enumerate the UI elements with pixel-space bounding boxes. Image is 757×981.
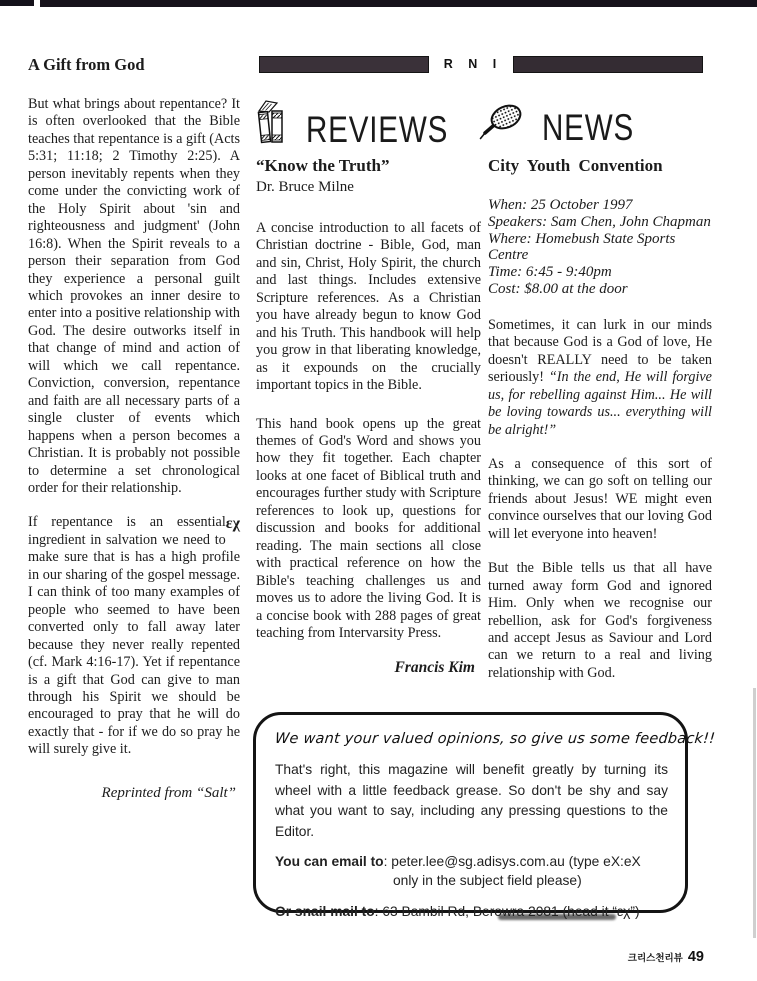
review-paragraph: A concise introduction to all facets of Christian doctrine - Bible, God, man and sin, Christ, Holy Spirit, the church and last things. Includes extensive Scripture references. As a Christian you have already begun to know God and his Truth. This handbook will help you grow in that liberating knowledge, as it expounds on the crucially important topics in the Bible. xyxy=(256,220,481,394)
page-number: 49 xyxy=(687,949,704,965)
left-article-title: A Gift from God xyxy=(28,55,145,74)
magazine-name: 크리스천리뷰 xyxy=(627,953,683,964)
snail-mail-label: Or snail mail to xyxy=(275,904,375,919)
reprint-attribution: Reprinted from “Salt” xyxy=(101,784,236,801)
epsilon-chi-endmark: εχ xyxy=(225,515,240,533)
scan-artifact-strip xyxy=(40,0,757,7)
feedback-email-line xyxy=(275,852,668,890)
rni-header-bar xyxy=(259,56,703,73)
review-book-title: “Know the Truth” xyxy=(256,156,390,175)
event-detail-cost: Cost: $8.00 at the door xyxy=(488,280,628,297)
reviews-section-title: REVIEWS xyxy=(306,109,449,150)
rni-bar-label: R N I xyxy=(443,57,503,71)
left-article-paragraph xyxy=(28,514,240,758)
scan-artifact-edge xyxy=(753,688,756,938)
email-label: You can email to xyxy=(275,854,384,869)
rni-bar-left-segment xyxy=(259,56,429,73)
reviews-section-header xyxy=(256,99,484,150)
scan-artifact-strip xyxy=(0,0,34,6)
event-detail-when: When: 25 October 1997 xyxy=(488,197,633,213)
event-detail-where: Where: Homebush State Sports Centre xyxy=(488,230,676,264)
snail-mail-address: : 63 Bambil Rd, Berowra 2081 (head it “εχ”) xyxy=(374,904,640,919)
news-paragraph-quote: “In the end, He will forgive us, for rebelling against Him... He will be loving towards us... everything will be alright!” xyxy=(488,369,712,438)
email-address: : peter.lee@sg.adisys.com.au (type eX:eX only in the subject field please) xyxy=(383,854,641,888)
feedback-box xyxy=(253,712,716,919)
left-article xyxy=(28,55,240,802)
news-event-title: City Youth Convention xyxy=(488,156,663,175)
review-article xyxy=(256,156,481,677)
news-paragraph: But the Bible tells us that all have turned away form God and ignored Him. Only when we recognise our rebellion, ask for God's forgiveness and accept Jesus as Saviour and Lord can we return to a real and living relationship with God. xyxy=(488,560,712,681)
pushpin-icon xyxy=(478,101,524,148)
news-section-header xyxy=(478,101,657,148)
event-details xyxy=(488,197,712,298)
left-article-paragraph-text: If repentance is an essential ingredient in salvation we need to make sure that is has a high profile in our sharing of the gospel message. I can think of too many examples of people who seemed to have been converted only to fall away later because they never really repented (cf. Mark 4:16-17). Yet if repentance is a gift that God can give to man through his Spirit we should be encouraged to pray that he will do exactly that - for if we do so pray he will surely give it. xyxy=(28,514,240,758)
reviewer-byline: Francis Kim xyxy=(394,659,475,677)
rni-bar-right-segment xyxy=(513,56,703,73)
books-icon xyxy=(256,99,286,150)
news-paragraph: As a consequence of this sort of thinking, we can go soft on telling our friends about Jesus! WE might even convince ourselves that our loving God will let everyone into heaven! xyxy=(488,455,712,542)
page-footer xyxy=(628,949,704,965)
news-article xyxy=(488,156,712,699)
event-detail-speakers: Speakers: Sam Chen, John Chapman xyxy=(488,213,711,230)
news-section-title: NEWS xyxy=(542,107,634,148)
left-article-paragraph: But what brings about repentance? It is often overlooked that the Bible teaches that repentance is a gift (Acts 5:31; 11:18; 2 Timothy 2:25). A person inevitably repents when they come under the convicting work of the Holy Spirit about 'sin and righteousness and judgment' (John 16:8). When the Spirit reveals to a person their separation from God they experience a personal guilt which provokes an inner desire to enter into a positive relationship with God. The desire outworks itself in that change of mind and action of will which we call repentance. Conviction, conversion, repentance and faith are all necessary parts of a single cluster of events which happens when a person becomes a Christian. It is probably not possible to determine a set chronological order for their relationship. xyxy=(28,96,240,496)
feedback-snailmail-line xyxy=(275,902,668,921)
news-paragraph-lead: Sometimes, it can lurk in our minds that because God is a God of love, He doesn't REALLY need to be taken seriously! xyxy=(488,316,712,386)
feedback-headline: We want your valued opinions, so give us some feedback!! xyxy=(274,731,716,747)
review-book-author: Dr. Bruce Milne xyxy=(256,179,354,195)
review-paragraph: This hand book opens up the great themes of God's Word and shows you how they fit together. Each chapter looks at one facet of Biblical truth and encourages further study with Scripture references to look up, questions for discussion and books for additional reading. The main sections all close with practical reference on how the Bible's teaching challenges us and moves us to adore the living God. It is a concise book with 288 pages of great teaching from Intervarsity Press. xyxy=(256,415,481,641)
feedback-body: That's right, this magazine will benefit greatly by turning its wheel with a little feedback grease. So don't be shy and say what you want to say, including any pressing questions to the Editor. xyxy=(275,762,668,839)
news-paragraph xyxy=(488,317,712,439)
event-detail-time: Time: 6:45 - 9:40pm xyxy=(488,264,612,281)
